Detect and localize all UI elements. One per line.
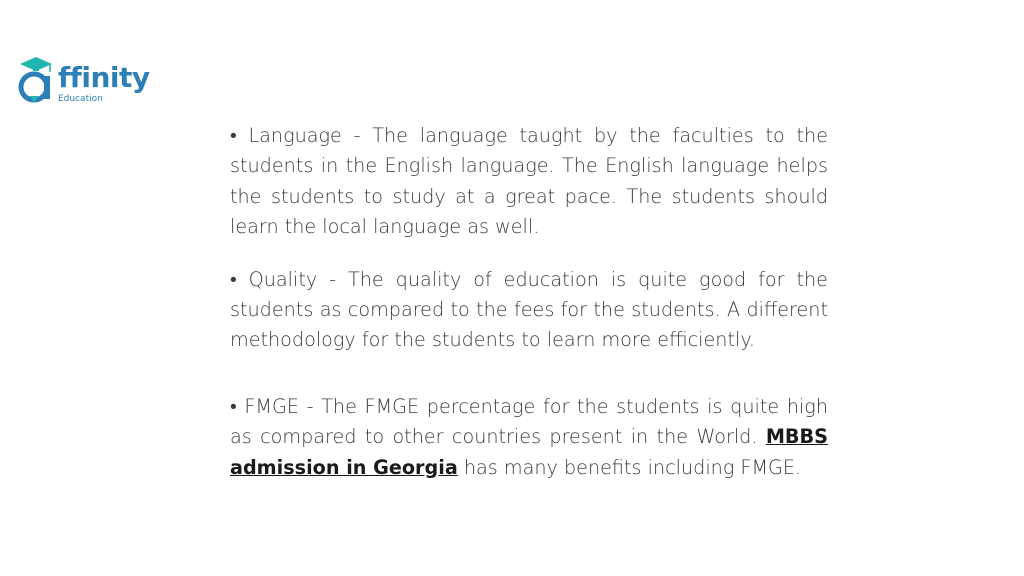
logo-wordmark: ffinity <box>58 61 150 94</box>
bullet-language: • Language - The language taught by the faculties to the students in the English language. The English language helps the students to study at a great pace. The students should learn the local language as well. <box>230 124 828 239</box>
content-body <box>230 121 828 483</box>
mbbs-admission-georgia-link[interactable]: MBBS admission in Georgia <box>230 425 828 479</box>
affinity-education-logo <box>14 56 154 112</box>
logo-tagline: Education <box>58 94 103 104</box>
graduation-cap-a-icon <box>14 56 58 112</box>
bullet-fmge-text-end: has many benefits including FMGE. <box>457 455 802 479</box>
bullet-fmge <box>230 392 828 483</box>
bullet-fmge-text: • FMGE - The FMGE percentage for the students is quite high as compared to other countries present in the World. <box>230 394 828 449</box>
bullet-quality: • Quality - The quality of education is quite good for the students as compared to the fees for the students. A different methodology for the students to learn more efficiently. <box>230 267 828 352</box>
